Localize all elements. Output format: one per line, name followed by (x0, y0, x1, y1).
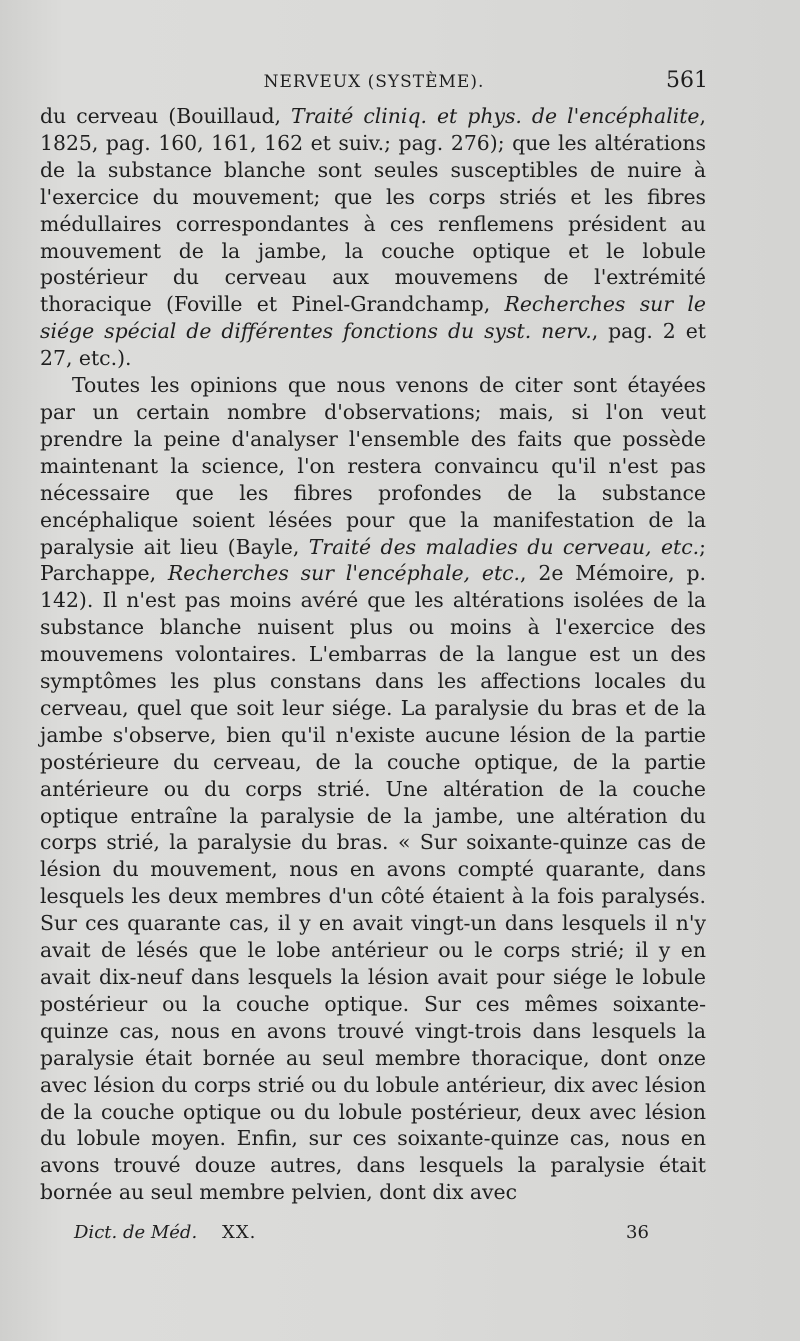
text-run: , 2e Mémoire, p. 142). Il n'est pas moins avéré que les altérations isolées de la substance blanche nuisent plus ou moins à l'exercice des mouvemens volontaires. L'embarras de la langue est un des symptômes les plus constans dans les affections locales du cerveau, quel que soit leur siége. La paralysie du bras et de la jambe s'observe, bien qu'il n'existe aucune lésion de la partie postérieure du cerveau, de la couche optique, de la partie antérieure ou du corps strié. Une altération de la couche optique entraîne la paralysie de la jambe, une altération du corps strié, la paralysie du bras. « Sur soixante-quinze cas de lésion du mouvement, nous en avons compté quarante, dans lesquels les deux membres d'un côté étaient à la fois paralysés. Sur ces quarante cas, il y en avait vingt-un dans lesquels il n'y avait de lésés que le lobe antérieur ou le corps strié; il y en avait dix-neuf dans lesquels la lésion avait pour siége le lobule postérieur ou la couche optique. Sur ces mêmes soixante-quinze cas, nous en avons trouvé vingt-trois dans lesquels la paralysie était bornée au seul membre thoracique, dont onze avec lésion du corps strié ou du lobule antérieur, dix avec lésion de la couche optique ou du lobule postérieur, deux avec lésion du lobule moyen. Enfin, sur ces soixante-quinze cas, nous en avons trouvé douze autres, dans lesquels la paralysie était bornée au seul membre pelvien, dont dix avec (40, 561, 706, 1205)
page-number: 561 (666, 68, 708, 93)
paragraph-2 (40, 372, 706, 1206)
signature-number: 36 (626, 1222, 649, 1243)
text-run: Toutes les opinions que nous venons de citer sont étayées par un certain nombre d'observations; mais, si l'on veut prendre la peine d'analyser l'ensemble des faits que possède maintenant la science, l'on restera convaincu qu'il n'est pas nécessaire que les fibres profondes de la substance encéphalique soient lésées pour que la manifestation de la paralysie ait lieu (Bayle, (40, 373, 706, 559)
running-head: NERVEUX (SYSTÈME). (263, 72, 485, 92)
page-header (40, 66, 708, 96)
text-run: du cerveau (Bouillaud, (40, 104, 292, 128)
page-footer (74, 1222, 674, 1252)
citation-title: Traité cliniq. et phys. de l'encéphalite (291, 104, 700, 128)
text-run: , pag. 2 et 27, etc.). (40, 319, 706, 371)
text-run: , 1825, pag. 160, 161, 162 et suiv.; pag. 276); que les altérations de la substance blanche sont seules susceptibles de nuire à l'exercice du mouvement; que les corps striés et les fibres médullaires correspondantes à ces renflemens président au mouvement de la jambe, la couche optique et le lobule postérieur du cerveau aux mouvemens de l'extrémité thoracique (Foville et Pinel-Grandchamp, (40, 104, 706, 317)
signature-abbrev: Dict. de Méd. (74, 1222, 198, 1243)
citation-title: Traité des maladies du cerveau, etc. (308, 534, 700, 559)
text-run: ; Parchappe, (40, 534, 706, 586)
paragraph-1 (40, 103, 706, 372)
citation-title: Recherches sur l'encéphale, etc. (167, 561, 521, 586)
citation-title: Recherches sur le siége spécial de différentes fonctions du syst. nerv. (40, 292, 706, 344)
body-text (40, 103, 706, 1206)
signature-volume: XX. (222, 1222, 257, 1243)
